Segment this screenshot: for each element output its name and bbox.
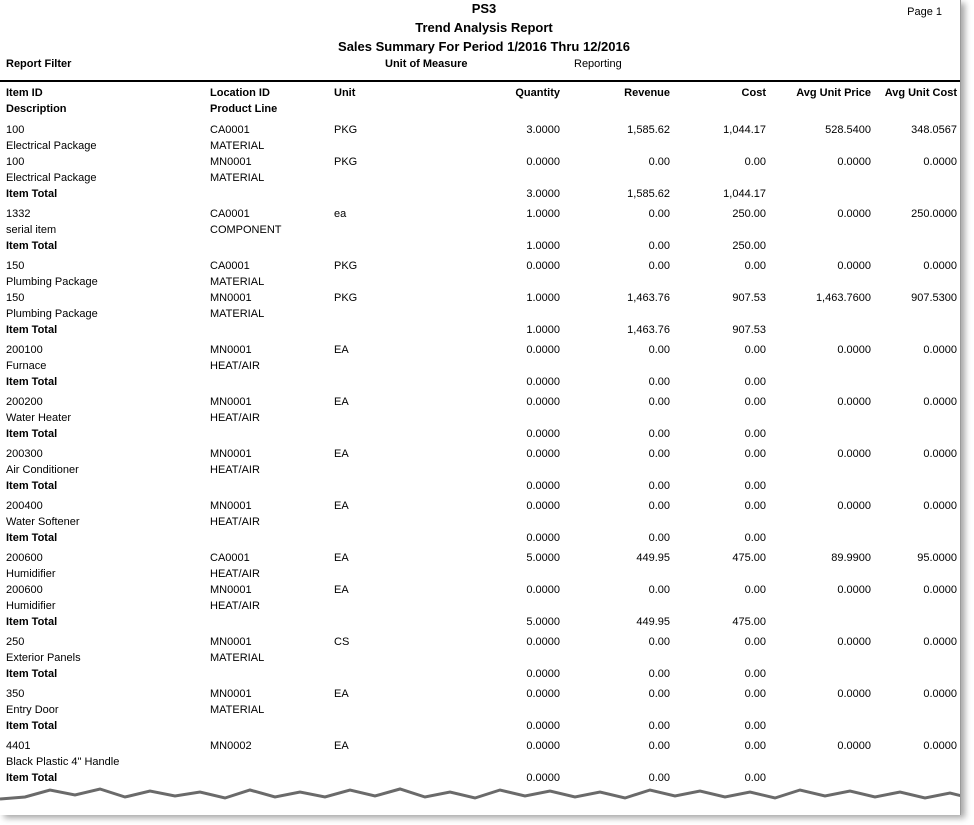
total-revenue: 1,463.76: [627, 324, 670, 336]
revenue: 0.00: [648, 344, 670, 356]
product-line: MATERIAL: [210, 276, 265, 288]
location-id: MN0001: [210, 500, 252, 512]
total-revenue: 0.00: [648, 772, 670, 784]
avg-unit-price: 0.0000: [837, 500, 871, 512]
item-total-label: Item Total: [6, 616, 58, 628]
cost: 0.00: [744, 448, 766, 460]
total-cost: 0.00: [744, 428, 766, 440]
item-total-label: Item Total: [6, 324, 58, 336]
total-cost: 0.00: [744, 480, 766, 492]
unit: ea: [334, 208, 347, 220]
header-unit: Unit: [334, 87, 356, 99]
header-avg-unit-price: Avg Unit Price: [796, 87, 871, 99]
item-description: Electrical Package: [6, 140, 97, 152]
location-id: MN0001: [210, 688, 252, 700]
avg-unit-price: 0.0000: [837, 344, 871, 356]
cost: 250.00: [732, 208, 766, 220]
revenue: 449.95: [636, 552, 670, 564]
item-description: serial item: [6, 224, 57, 236]
total-quantity: 1.0000: [526, 324, 560, 336]
item-id: 1332: [6, 208, 31, 220]
product-line: HEAT/AIR: [210, 516, 260, 528]
avg-unit-price: 528.5400: [825, 124, 871, 136]
report-filter-label: Report Filter: [6, 58, 72, 70]
avg-unit-cost: 0.0000: [923, 636, 957, 648]
avg-unit-price: 0.0000: [837, 208, 871, 220]
total-quantity: 0.0000: [526, 480, 560, 492]
location-id: CA0001: [210, 552, 250, 564]
quantity: 0.0000: [526, 344, 560, 356]
item-id: 200100: [6, 344, 43, 356]
revenue: 0.00: [648, 584, 670, 596]
avg-unit-price: 1,463.7600: [815, 292, 871, 304]
avg-unit-price: 0.0000: [837, 636, 871, 648]
item-id: 150: [6, 292, 25, 304]
unit: EA: [334, 448, 349, 460]
revenue: 0.00: [648, 740, 670, 752]
item-total-label: Item Total: [6, 668, 58, 680]
item-id: 100: [6, 156, 25, 168]
unit-of-measure-value: Reporting: [574, 58, 622, 70]
quantity: 3.0000: [526, 124, 560, 136]
total-cost: 0.00: [744, 772, 766, 784]
location-id: MN0002: [210, 740, 252, 752]
quantity: 0.0000: [526, 636, 560, 648]
total-cost: 0.00: [744, 376, 766, 388]
revenue: 0.00: [648, 688, 670, 700]
item-total-label: Item Total: [6, 720, 58, 732]
unit: EA: [334, 740, 349, 752]
revenue: 0.00: [648, 448, 670, 460]
avg-unit-cost: 0.0000: [923, 688, 957, 700]
total-cost: 0.00: [744, 532, 766, 544]
total-quantity: 1.0000: [526, 240, 560, 252]
item-description: Electrical Package: [6, 172, 97, 184]
avg-unit-cost: 907.5300: [911, 292, 957, 304]
torn-edge: [0, 785, 961, 815]
total-revenue: 0.00: [648, 480, 670, 492]
total-revenue: 0.00: [648, 376, 670, 388]
total-quantity: 0.0000: [526, 720, 560, 732]
unit: EA: [334, 688, 349, 700]
avg-unit-cost: 0.0000: [923, 448, 957, 460]
avg-unit-cost: 0.0000: [923, 156, 957, 168]
header-avg-unit-cost: Avg Unit Cost: [884, 87, 957, 99]
item-total-label: Item Total: [6, 772, 58, 784]
product-line: HEAT/AIR: [210, 360, 260, 372]
quantity: 1.0000: [526, 208, 560, 220]
total-quantity: 0.0000: [526, 668, 560, 680]
unit: PKG: [334, 292, 358, 304]
unit: PKG: [334, 124, 358, 136]
revenue: 1,585.62: [627, 124, 670, 136]
header-quantity: Quantity: [515, 87, 560, 99]
report-title: Trend Analysis Report: [415, 20, 553, 35]
item-total-label: Item Total: [6, 376, 58, 388]
item-description: Exterior Panels: [6, 652, 81, 664]
unit: EA: [334, 584, 349, 596]
avg-unit-cost: 0.0000: [923, 344, 957, 356]
cost: 0.00: [744, 156, 766, 168]
cost: 0.00: [744, 500, 766, 512]
total-quantity: 0.0000: [526, 772, 560, 784]
product-line: COMPONENT: [210, 224, 282, 236]
item-total-label: Item Total: [6, 532, 58, 544]
item-description: Plumbing Package: [6, 276, 98, 288]
cost: 0.00: [744, 584, 766, 596]
location-id: CA0001: [210, 124, 250, 136]
item-id: 200600: [6, 552, 43, 564]
total-cost: 250.00: [732, 240, 766, 252]
cost: 0.00: [744, 260, 766, 272]
unit: CS: [334, 636, 350, 648]
unit: EA: [334, 500, 349, 512]
item-total-label: Item Total: [6, 428, 58, 440]
item-id: 200600: [6, 584, 43, 596]
total-quantity: 0.0000: [526, 532, 560, 544]
location-id: MN0001: [210, 584, 252, 596]
product-line: MATERIAL: [210, 172, 265, 184]
total-quantity: 0.0000: [526, 428, 560, 440]
item-description: Black Plastic 4" Handle: [6, 756, 120, 768]
quantity: 0.0000: [526, 500, 560, 512]
revenue: 0.00: [648, 260, 670, 272]
company-name: PS3: [471, 1, 497, 16]
avg-unit-price: 0.0000: [837, 740, 871, 752]
avg-unit-price: 0.0000: [837, 584, 871, 596]
unit-of-measure-label: Unit of Measure: [385, 58, 468, 70]
total-cost: 475.00: [732, 616, 766, 628]
total-revenue: 0.00: [648, 668, 670, 680]
item-description: Water Heater: [6, 412, 72, 424]
quantity: 1.0000: [526, 292, 560, 304]
avg-unit-cost: 95.0000: [917, 552, 957, 564]
location-id: MN0001: [210, 292, 252, 304]
cost: 0.00: [744, 396, 766, 408]
total-revenue: 0.00: [648, 428, 670, 440]
unit: EA: [334, 552, 349, 564]
unit: PKG: [334, 156, 358, 168]
revenue: 0.00: [648, 500, 670, 512]
product-line: MATERIAL: [210, 308, 265, 320]
item-id: 200300: [6, 448, 43, 460]
location-id: CA0001: [210, 260, 250, 272]
cost: 0.00: [744, 636, 766, 648]
location-id: MN0001: [210, 344, 252, 356]
quantity: 0.0000: [526, 740, 560, 752]
product-line: HEAT/AIR: [210, 464, 260, 476]
quantity: 0.0000: [526, 396, 560, 408]
unit: PKG: [334, 260, 358, 272]
avg-unit-cost: 0.0000: [923, 396, 957, 408]
item-description: Plumbing Package: [6, 308, 98, 320]
total-revenue: 0.00: [648, 532, 670, 544]
total-quantity: 5.0000: [526, 616, 560, 628]
item-id: 200200: [6, 396, 43, 408]
item-description: Furnace: [6, 360, 47, 372]
quantity: 0.0000: [526, 688, 560, 700]
avg-unit-price: 0.0000: [837, 156, 871, 168]
header-item-id: Item ID: [6, 87, 43, 99]
quantity: 0.0000: [526, 584, 560, 596]
total-cost: 0.00: [744, 720, 766, 732]
header-description: Description: [6, 103, 67, 115]
quantity: 0.0000: [526, 448, 560, 460]
unit: EA: [334, 344, 349, 356]
revenue: 0.00: [648, 636, 670, 648]
avg-unit-cost: 0.0000: [923, 500, 957, 512]
item-total-label: Item Total: [6, 188, 58, 200]
avg-unit-price: 0.0000: [837, 448, 871, 460]
avg-unit-price: 0.0000: [837, 396, 871, 408]
item-id: 4401: [6, 740, 31, 752]
cost: 1,044.17: [723, 124, 766, 136]
product-line: MATERIAL: [210, 652, 265, 664]
avg-unit-cost: 0.0000: [923, 260, 957, 272]
location-id: MN0001: [210, 636, 252, 648]
item-description: Humidifier: [6, 568, 56, 580]
item-id: 350: [6, 688, 25, 700]
revenue: 1,463.76: [627, 292, 670, 304]
product-line: MATERIAL: [210, 704, 265, 716]
location-id: MN0001: [210, 396, 252, 408]
avg-unit-price: 89.9900: [831, 552, 871, 564]
page-number: Page 1: [907, 6, 942, 18]
avg-unit-cost: 0.0000: [923, 740, 957, 752]
item-description: Water Softener: [6, 516, 80, 528]
avg-unit-cost: 348.0567: [911, 124, 957, 136]
quantity: 0.0000: [526, 260, 560, 272]
item-description: Air Conditioner: [6, 464, 79, 476]
total-quantity: 0.0000: [526, 376, 560, 388]
quantity: 0.0000: [526, 156, 560, 168]
item-id: 100: [6, 124, 25, 136]
header-revenue: Revenue: [624, 87, 670, 99]
total-quantity: 3.0000: [526, 188, 560, 200]
avg-unit-cost: 0.0000: [923, 584, 957, 596]
location-id: CA0001: [210, 208, 250, 220]
cost: 475.00: [732, 552, 766, 564]
item-description: Entry Door: [6, 704, 59, 716]
item-total-label: Item Total: [6, 240, 58, 252]
cost: 0.00: [744, 740, 766, 752]
total-cost: 907.53: [732, 324, 766, 336]
product-line: HEAT/AIR: [210, 600, 260, 612]
revenue: 0.00: [648, 396, 670, 408]
total-revenue: 0.00: [648, 240, 670, 252]
item-id: 150: [6, 260, 25, 272]
revenue: 0.00: [648, 208, 670, 220]
total-revenue: 0.00: [648, 720, 670, 732]
item-total-label: Item Total: [6, 480, 58, 492]
avg-unit-price: 0.0000: [837, 688, 871, 700]
avg-unit-price: 0.0000: [837, 260, 871, 272]
total-revenue: 1,585.62: [627, 188, 670, 200]
avg-unit-cost: 250.0000: [911, 208, 957, 220]
item-id: 250: [6, 636, 25, 648]
total-revenue: 449.95: [636, 616, 670, 628]
cost: 0.00: [744, 344, 766, 356]
location-id: MN0001: [210, 448, 252, 460]
cost: 907.53: [732, 292, 766, 304]
header-cost: Cost: [741, 87, 766, 99]
product-line: HEAT/AIR: [210, 568, 260, 580]
quantity: 5.0000: [526, 552, 560, 564]
total-cost: 0.00: [744, 668, 766, 680]
unit: EA: [334, 396, 349, 408]
header-product-line: Product Line: [210, 103, 278, 115]
header-location-id: Location ID: [210, 87, 270, 99]
location-id: MN0001: [210, 156, 252, 168]
item-id: 200400: [6, 500, 43, 512]
product-line: MATERIAL: [210, 140, 265, 152]
product-line: HEAT/AIR: [210, 412, 260, 424]
cost: 0.00: [744, 688, 766, 700]
item-description: Humidifier: [6, 600, 56, 612]
revenue: 0.00: [648, 156, 670, 168]
report-subtitle: Sales Summary For Period 1/2016 Thru 12/2016: [338, 39, 630, 54]
total-cost: 1,044.17: [723, 188, 766, 200]
header-rule: [0, 80, 960, 82]
